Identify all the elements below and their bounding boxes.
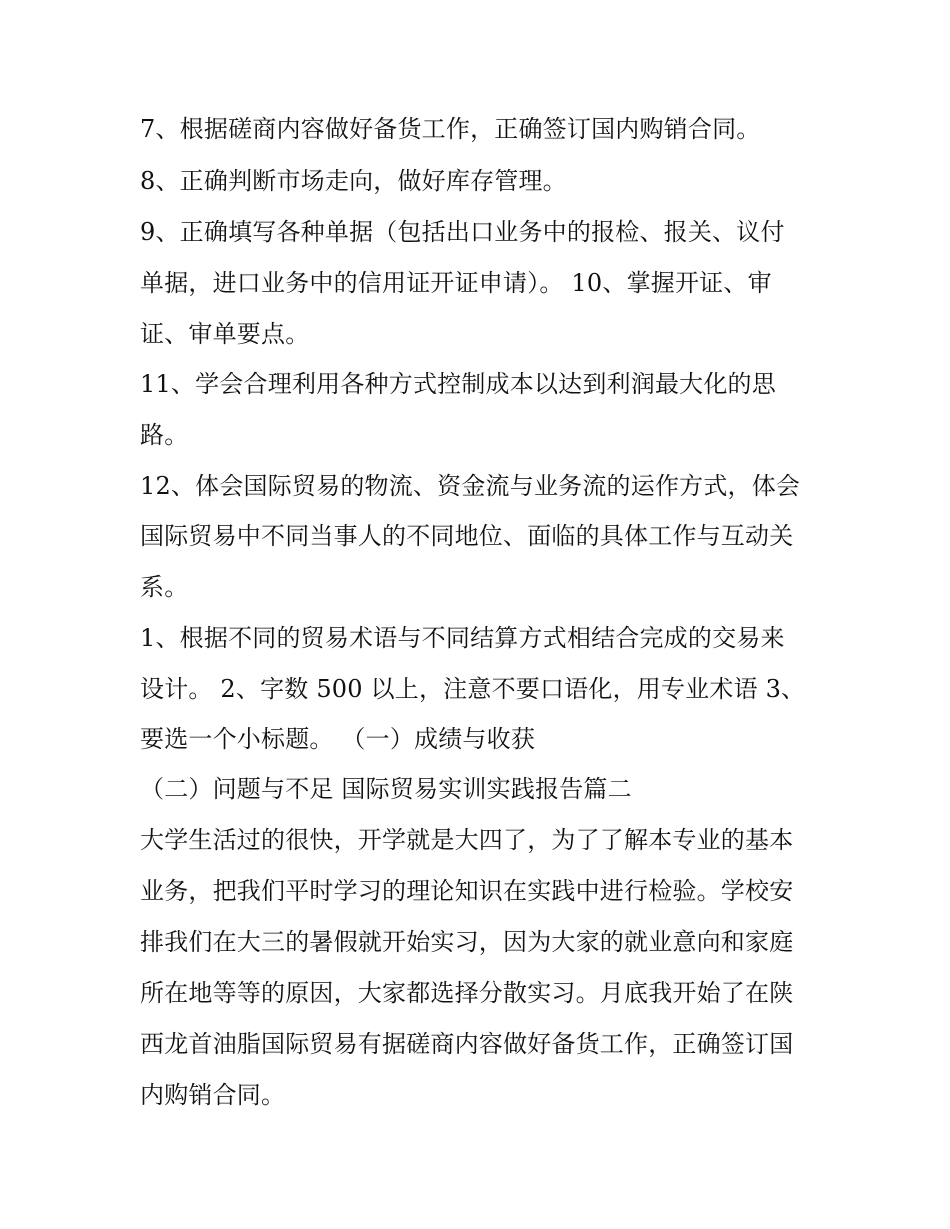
text-line: 排我们在大三的暑假就开始实习，因为大家的就业意向和家庭 xyxy=(140,928,794,956)
text-line: 大学生活过的很快，开学就是大四了，为了了解本专业的基本 xyxy=(140,826,794,854)
text-line: 11、学会合理利用各种方式控制成本以达到利润最大化的思 xyxy=(140,370,776,398)
text-line: 业务，把我们平时学习的理论知识在实践中进行检验。学校安 xyxy=(140,877,794,905)
text-line: 7、根据磋商内容做好备货工作，正确签订国内购销合同。 xyxy=(140,115,761,143)
text-line: 8、正确判断市场走向，做好库存管理。 xyxy=(140,167,567,195)
text-line: 路。 xyxy=(140,421,189,449)
text-line: 系。 xyxy=(140,573,189,601)
text-line: 设计。 2、字数 500 以上，注意不要口语化，用专业术语 3、 xyxy=(140,675,806,703)
text-line: 所在地等等的原因，大家都选择分散实习。月底我开始了在陕 xyxy=(140,979,794,1007)
text-line: 内购销合同。 xyxy=(140,1081,286,1109)
text-line: （二）问题与不足 国际贸易实训实践报告篇二 xyxy=(140,775,632,803)
text-line: 证、审单要点。 xyxy=(140,320,310,348)
text-line: 12、体会国际贸易的物流、资金流与业务流的运作方式，体会 xyxy=(140,472,801,500)
text-line: 9、正确填写各种单据（包括出口业务中的报检、报关、议付 xyxy=(140,218,785,246)
text-line: 1、根据不同的贸易术语与不同结算方式相结合完成的交易来 xyxy=(140,624,785,652)
text-line: 单据，进口业务中的信用证开证申请）。 10、掌握开证、审 xyxy=(140,269,772,297)
text-line: 国际贸易中不同当事人的不同地位、面临的具体工作与互动关 xyxy=(140,522,794,550)
text-line: 西龙首油脂国际贸易有据磋商内容做好备货工作，正确签订国 xyxy=(140,1030,794,1058)
text-line: 要选一个小标题。 （一）成绩与收获 xyxy=(140,725,536,753)
